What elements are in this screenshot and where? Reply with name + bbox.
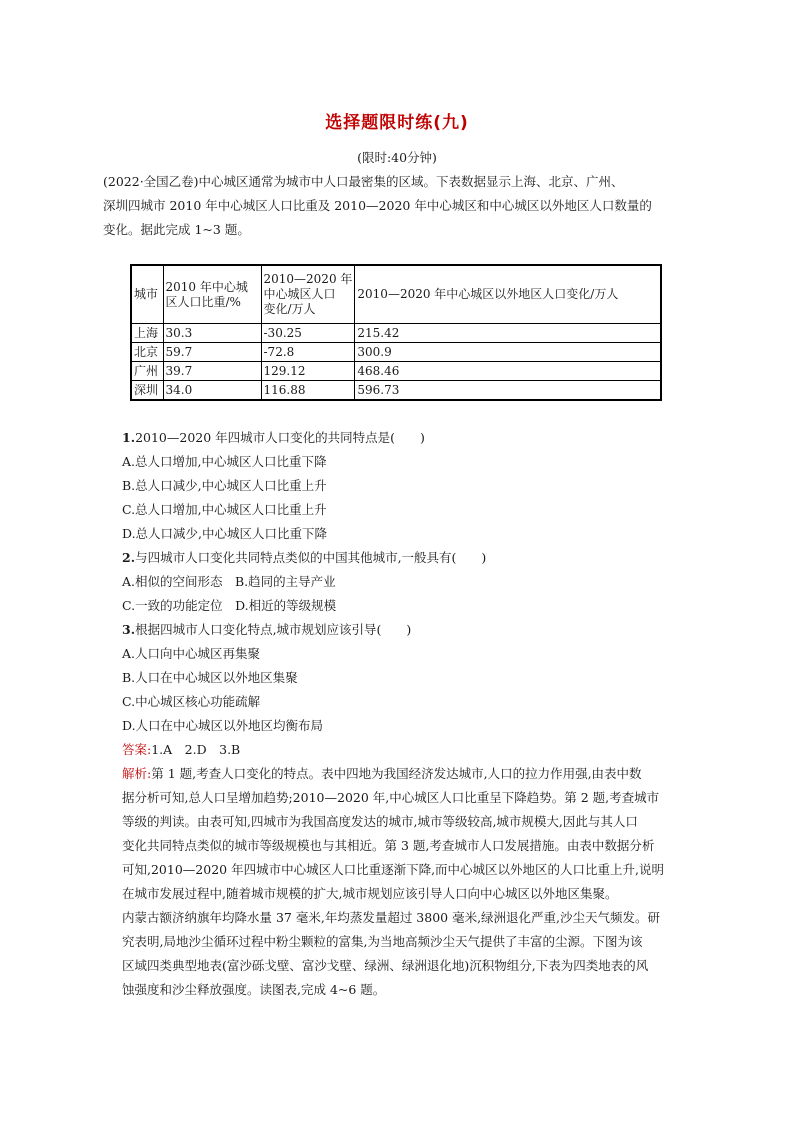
header-cell-city <box>131 265 163 324</box>
table-row <box>131 343 661 362</box>
intro-paragraph <box>103 170 703 242</box>
question-text: 与四城市人口变化共同特点类似的中国其他城市,一般具有( ) <box>135 550 487 565</box>
table-cell: 深圳 <box>131 381 163 401</box>
analysis-line: 变化共同特点类似的城市等级规模也与其相近。第 3 题,考查城市人口发展措施。由表中数据分析 <box>122 838 655 853</box>
analysis-line <box>122 762 702 786</box>
table-cell: 上海 <box>131 324 163 343</box>
passage-line: 蚀强度和沙尘释放强度。读图表,完成 4~6 题。 <box>122 982 386 997</box>
header-text: 2010—2020 年中心城区以外地区人口变化/万人 <box>357 287 619 301</box>
header-text: 变化/万人 <box>263 302 316 316</box>
question-3-stem <box>122 618 712 642</box>
passage-line: 区域四类典型地表(富沙砾戈壁、富沙戈壁、绿洲、绿洲退化地)沉积物组分,下表为四类地表的风 <box>122 958 649 973</box>
table-cell: 北京 <box>131 343 163 362</box>
analysis-text: 第 1 题,考查人口变化的特点。表中四地为我国经济发达城市,人口的拉力作用强,由表中数 <box>151 766 642 781</box>
option-1d: D.总人口减少,中心城区人口比重下降 <box>122 526 328 541</box>
intro-line: (2022·全国乙卷)中心城区通常为城市中人口最密集的区域。下表数据显示上海、北京、广州、 <box>103 174 624 189</box>
table-cell: 468.46 <box>355 362 661 381</box>
option-1a: A.总人口增加,中心城区人口比重下降 <box>122 454 327 469</box>
analysis-block <box>122 762 702 906</box>
table-cell: 39.7 <box>163 362 261 381</box>
answer-line <box>122 738 712 762</box>
passage-block <box>122 906 712 1002</box>
question-number: 2. <box>122 550 136 565</box>
option-1c: C.总人口增加,中心城区人口比重上升 <box>122 502 327 517</box>
option-3b: B.人口在中心城区以外地区集聚 <box>122 670 298 685</box>
analysis-line: 等级的判读。由表可知,四城市为我国高度发达的城市,城市等级较高,城市规模大,因此与其人口 <box>122 814 638 829</box>
header-text: 中心城区人口 <box>263 287 336 301</box>
time-limit: (限时:40分钟) <box>357 150 437 165</box>
option-2cd: C.一致的功能定位 D.相近的等级规模 <box>122 598 337 613</box>
option-3d: D.人口在中心城区以外地区均衡布局 <box>122 718 324 733</box>
question-text: 根据四城市人口变化特点,城市规划应该引导( ) <box>135 622 412 637</box>
table-row <box>131 381 661 401</box>
question-number: 1. <box>122 430 136 445</box>
answer-label: 答案: <box>122 742 152 757</box>
question-text: 2010—2020 年四城市人口变化的共同特点是( ) <box>135 430 425 445</box>
table-header-row <box>131 265 661 324</box>
table-row <box>131 362 661 381</box>
answer-text: 1.A 2.D 3.B <box>151 742 241 757</box>
option-3c: C.中心城区核心功能疏解 <box>122 694 261 709</box>
page-title: 选择题限时练(九) <box>325 113 469 133</box>
question-number: 3. <box>122 622 136 637</box>
analysis-label: 解析: <box>122 766 152 781</box>
analysis-line: 据分析可知,总人口呈增加趋势;2010—2020 年,中心城区人口比重呈下降趋势。第 2 题,考查城市 <box>122 790 660 805</box>
option-3a: A.人口向中心城区再集聚 <box>122 646 261 661</box>
option-2ab: A.相似的空间形态 B.趋同的主导产业 <box>122 574 336 589</box>
header-text: 2010 年中心城 <box>165 279 248 294</box>
intro-line: 变化。据此完成 1~3 题。 <box>103 222 250 237</box>
question-list <box>122 426 712 762</box>
option-1b: B.总人口减少,中心城区人口比重上升 <box>122 478 327 493</box>
header-cell-outer-change <box>355 265 661 324</box>
analysis-line: 可知,2010—2020 年四城市中心城区人口比重逐渐下降,而中心城区以外地区的人口比重上升,说明 <box>122 862 665 877</box>
header-text: 区人口比重/% <box>165 294 241 309</box>
table-cell: 广州 <box>131 362 163 381</box>
table-cell: 30.3 <box>163 324 261 343</box>
header-cell-share <box>163 265 261 324</box>
header-cell-center-change <box>261 265 355 324</box>
table-row <box>131 324 661 343</box>
table-cell: 215.42 <box>355 324 661 343</box>
table-cell: 300.9 <box>355 343 661 362</box>
population-table <box>130 264 662 401</box>
table-cell: 34.0 <box>163 381 261 401</box>
passage-line: 内蒙古额济纳旗年均降水量 37 毫米,年均蒸发量超过 3800 毫米,绿洲退化严重,沙尘天气频发。研 <box>122 910 661 925</box>
passage-line: 究表明,局地沙尘循环过程中粉尘颗粒的富集,为当地高频沙尘天气提供了丰富的尘源。下图为该 <box>122 934 643 949</box>
header-text: 城市 <box>134 287 159 301</box>
table-cell: 116.88 <box>261 381 355 401</box>
question-2-stem <box>122 546 712 570</box>
table-cell: -72.8 <box>261 343 355 362</box>
table-cell: -30.25 <box>261 324 355 343</box>
header-text: 2010—2020 年 <box>263 272 353 286</box>
analysis-line: 在城市发展过程中,随着城市规模的扩大,城市规划应该引导人口向中心城区以外地区集聚。 <box>122 886 618 901</box>
table-cell: 59.7 <box>163 343 261 362</box>
table-cell: 596.73 <box>355 381 661 401</box>
question-1-stem <box>122 426 712 450</box>
intro-line: 深圳四城市 2010 年中心城区人口比重及 2010—2020 年中心城区和中心城区以外地区人口数量的 <box>103 198 652 213</box>
table-cell: 129.12 <box>261 362 355 381</box>
